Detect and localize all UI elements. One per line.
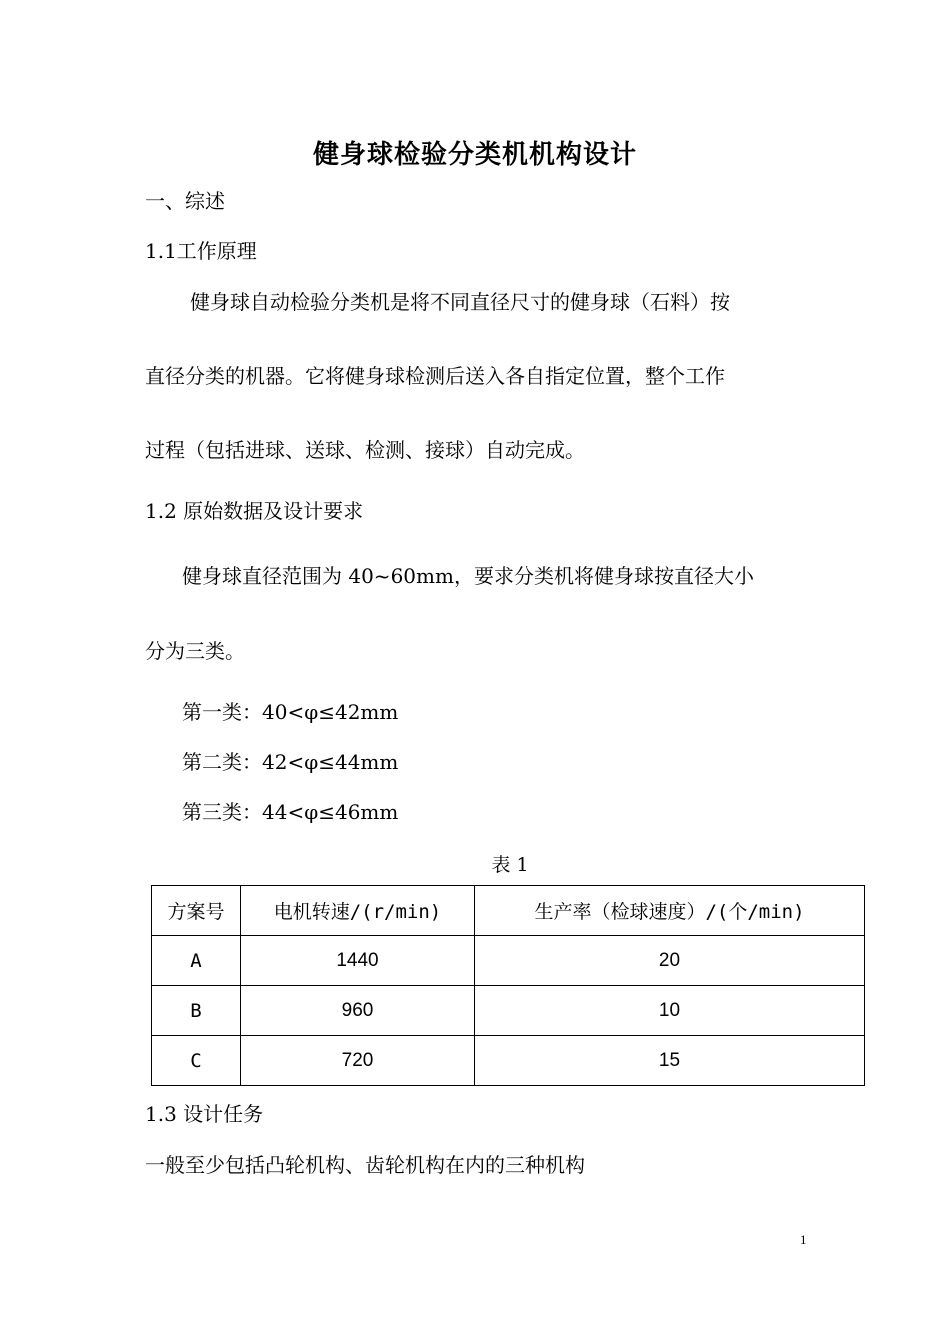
cell-scheme: C [152,1036,241,1086]
cell-productivity: 15 [475,1036,865,1086]
subheading-design-task: 1.3 设计任务 [145,1102,264,1126]
paragraph-principle-line-1: 健身球自动检验分类机是将不同直径尺寸的健身球（石料）按 [190,290,730,314]
header-motor-speed: 电机转速/(r/min) [241,886,475,936]
scheme-table [151,885,865,1086]
header-scheme: 方案号 [152,886,241,936]
document-title: 健身球检验分类机机构设计 [312,140,637,170]
cell-scheme: A [152,936,241,986]
subheading-original-data: 1.2 原始数据及设计要求 [145,499,364,523]
table-row [152,936,865,986]
cell-productivity: 20 [475,936,865,986]
table-row [152,986,865,1036]
subheading-working-principle: 1.1工作原理 [145,239,257,263]
header-productivity: 生产率（检球速度）/(个/min) [475,886,865,936]
page-number: 1 [800,1232,807,1247]
cell-productivity: 10 [475,986,865,1036]
paragraph-requirements-line-1: 健身球直径范围为 40~60mm，要求分类机将健身球按直径大小 [182,564,754,588]
cell-motor-speed: 1440 [241,936,475,986]
class-3-range: 第三类：44<φ≤46mm [182,800,399,824]
paragraph-principle-line-3: 过程（包括进球、送球、检测、接球）自动完成。 [145,438,585,462]
table-header-row [152,886,865,936]
paragraph-principle-line-2: 直径分类的机器。它将健身球检测后送入各自指定位置，整个工作 [145,364,725,388]
paragraph-design-task: 一般至少包括凸轮机构、齿轮机构在内的三种机构 [145,1153,585,1177]
table-row [152,1036,865,1086]
class-1-range: 第一类：40<φ≤42mm [182,700,399,724]
table-caption: 表 1 [491,854,529,876]
paragraph-requirements-line-2: 分为三类。 [145,639,245,663]
section-heading-overview: 一、综述 [145,189,225,213]
cell-scheme: B [152,986,241,1036]
class-2-range: 第二类：42<φ≤44mm [182,750,399,774]
cell-motor-speed: 720 [241,1036,475,1086]
cell-motor-speed: 960 [241,986,475,1036]
